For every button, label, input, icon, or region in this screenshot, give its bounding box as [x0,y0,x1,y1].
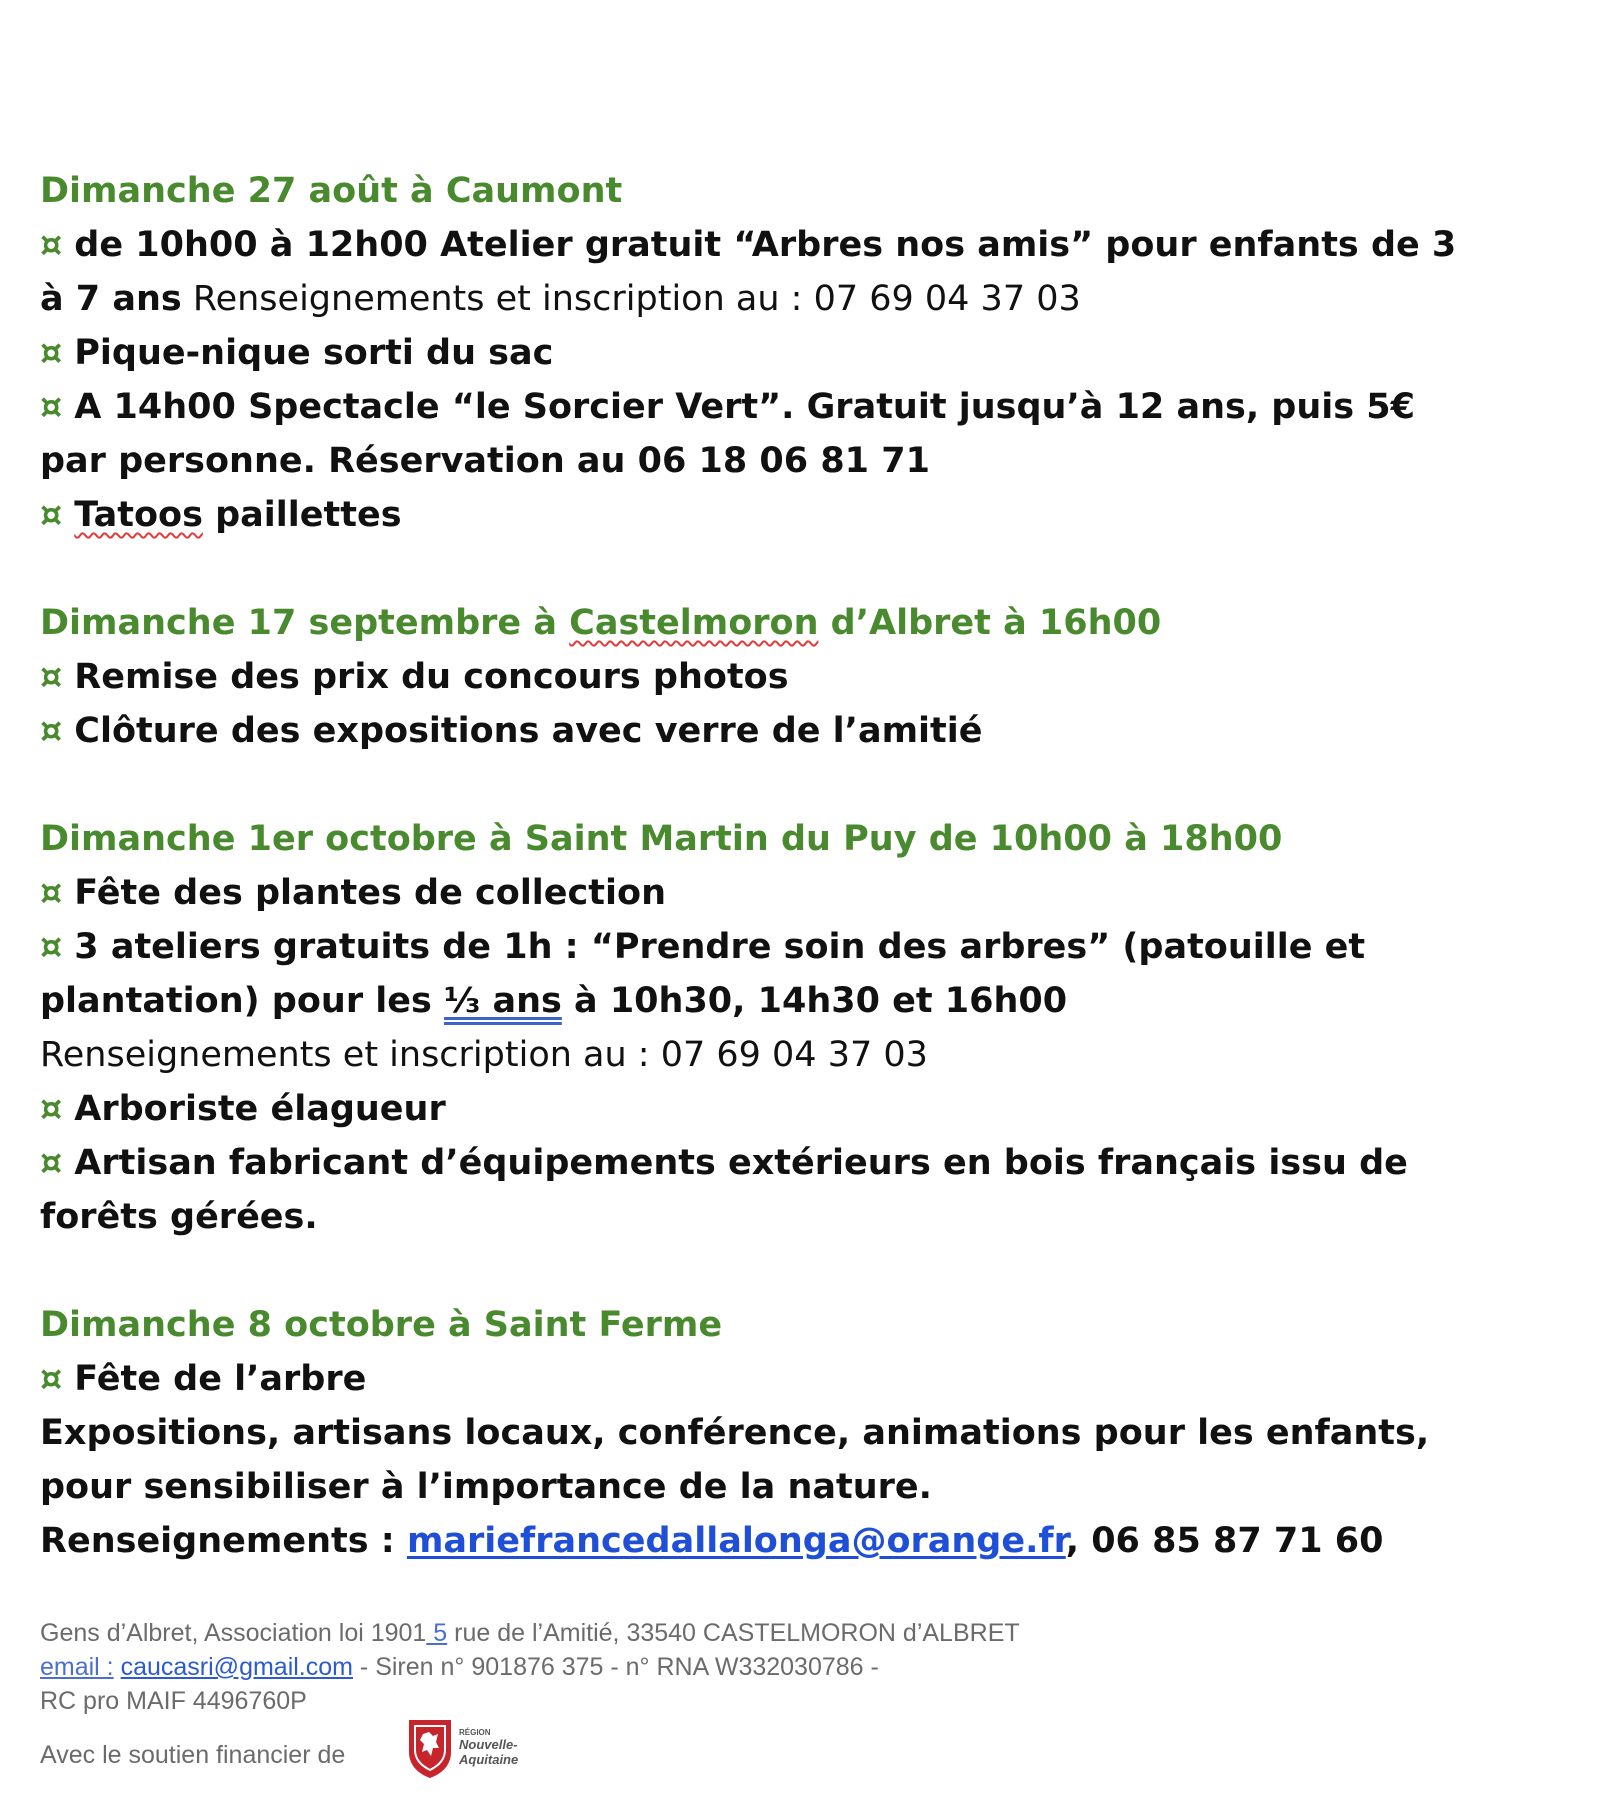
description-line: pour sensibiliser à l’importance de la nature. [40,1467,932,1507]
list-item: ¤ Pique-nique sorti du sac [40,333,554,373]
bullet-icon: ¤ [40,387,63,427]
bullet-icon: ¤ [40,927,63,967]
list-item: ¤ Fête de l’arbre [40,1359,367,1399]
list-item: ¤ Artisan fabricant d’équipements extérieurs en bois français issu de [40,1143,1408,1183]
footer-email-label: email : [40,1653,114,1681]
list-item: ¤ Remise des prix du concours photos [40,657,789,697]
event-heading: Dimanche 17 septembre à Castelmoron d’Albret à 16h00 [40,603,1162,643]
grammar-mark[interactable]: ⅓ ans [444,981,562,1021]
list-item: ¤ Tatoos paillettes [40,495,402,535]
footer [40,1616,1240,1718]
grammar-mark[interactable]: 5 [426,1619,448,1647]
event-heading: Dimanche 8 octobre à Saint Ferme [40,1305,723,1345]
event-saint-martin [40,812,1480,1244]
spellcheck-word[interactable]: Castelmoron [569,603,819,643]
footer-line-insurance: RC pro MAIF 4496760P [40,1687,307,1715]
event-heading: Dimanche 27 août à Caumont [40,171,623,211]
list-item: ¤ Arboriste élagueur [40,1089,446,1129]
list-item: ¤ de 10h00 à 12h00 Atelier gratuit “Arbres nos amis” pour enfants de 3 [40,225,1457,265]
region-shield-icon [405,1718,455,1780]
footer-line-address: Gens d’Albret, Association loi 1901 5 rue de l’Amitié, 33540 CASTELMORON d’ALBRET [40,1619,1020,1647]
list-item: ¤ 3 ateliers gratuits de 1h : “Prendre soin des arbres” (patouille et [40,927,1366,967]
bullet-icon: ¤ [40,873,63,913]
region-logo [405,1718,535,1782]
footer-line-ids: email : caucasri@gmail.com - Siren n° 901876 375 - n° RNA W332030786 - [40,1653,879,1681]
list-item: ¤ Clôture des expositions avec verre de l’amitié [40,711,983,751]
list-item-continuation: plantation) pour les ⅓ ans à 10h30, 14h30 et 16h00 [40,981,1068,1021]
bullet-icon: ¤ [40,1143,63,1183]
list-item-continuation: à 7 ans Renseignements et inscription au : 07 69 04 37 03 [40,279,1081,319]
bullet-icon: ¤ [40,225,63,265]
description-line: Expositions, artisans locaux, conférence, animations pour les enfants, [40,1413,1430,1453]
bullet-icon: ¤ [40,1359,63,1399]
list-item: ¤ A 14h00 Spectacle “le Sorcier Vert”. Gratuit jusqu’à 12 ans, puis 5€ [40,387,1415,427]
event-castelmoron [40,596,1480,758]
bullet-icon: ¤ [40,495,63,535]
info-line: Renseignements et inscription au : 07 69 04 37 03 [40,1035,928,1075]
contact-email-link[interactable]: mariefrancedallalonga@orange.fr [406,1521,1066,1561]
list-item: ¤ Fête des plantes de collection [40,873,666,913]
event-heading: Dimanche 1er octobre à Saint Martin du Puy de 10h00 à 18h00 [40,819,1283,859]
spellcheck-word[interactable]: Tatoos [74,495,203,535]
bullet-icon: ¤ [40,657,63,697]
event-saint-ferme [40,1298,1480,1568]
list-item-continuation: forêts gérées. [40,1197,318,1237]
bullet-icon: ¤ [40,1089,63,1129]
footer-email-link[interactable]: caucasri@gmail.com [120,1653,353,1681]
region-logo-text: RÉGION Nouvelle- Aquitaine [459,1728,519,1767]
contact-line: Renseignements : mariefrancedallalonga@orange.fr, 06 85 87 71 60 [40,1521,1384,1561]
support-text: Avec le soutien financier de [40,1741,346,1769]
bullet-icon: ¤ [40,333,63,373]
list-item-continuation: par personne. Réservation au 06 18 06 81 71 [40,441,930,481]
event-caumont [40,164,1480,542]
document-body [40,164,1480,1622]
bullet-icon: ¤ [40,711,63,751]
